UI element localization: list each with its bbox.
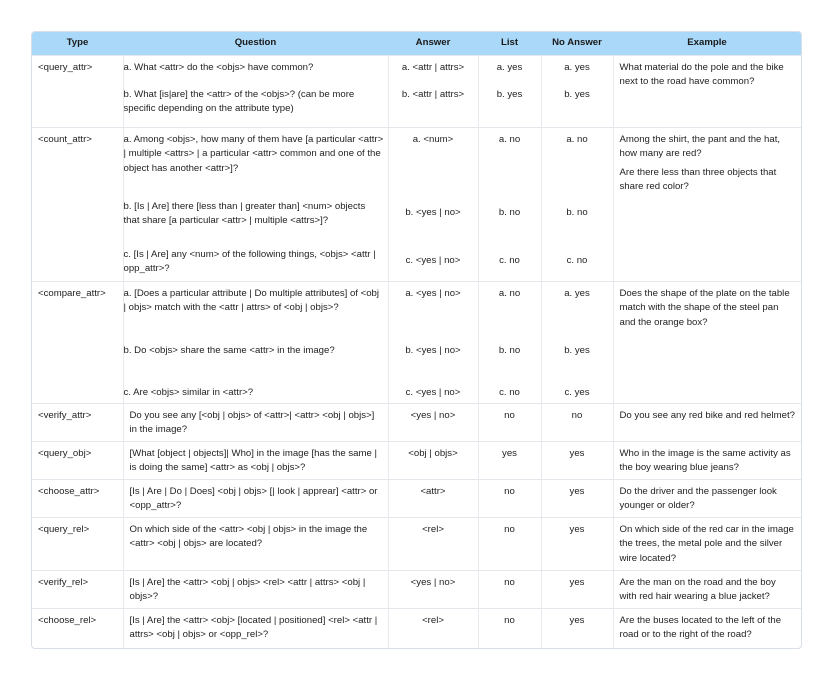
table-row [32, 442, 801, 480]
no-answer-cell: yes [541, 442, 613, 480]
type-cell: <query_rel> [32, 518, 123, 571]
type-cell: <verify_attr> [32, 404, 123, 442]
list-line: b. yes [496, 89, 523, 100]
no-answer-cell [541, 56, 613, 128]
answer-cell: <yes | no> [388, 404, 478, 442]
no-answer-cell [541, 128, 613, 282]
answer-cell [388, 282, 478, 404]
question-line: a. Among <objs>, how many of them have [a particular <attr> | multiple <attrs> | a particular <attr> common and one of the object has another <attr>]? [123, 134, 384, 174]
answer-line: a. <yes | no> [405, 288, 461, 299]
question-line: b. [Is | Are] there [less than | greater than] <num> objects that share [a particular <attr> | multiple <attrs>]? [123, 201, 366, 227]
table-row [32, 571, 801, 609]
question-template-table-container [31, 31, 802, 649]
answer-line: b. <yes | no> [405, 345, 461, 356]
list-cell: no [478, 609, 541, 648]
no-answer-line: b. yes [564, 89, 590, 100]
question-cell: [What [object | objects]| Who] in the image [has the same | is doing the same] <attr> as <obj | objs>? [123, 442, 388, 480]
type-cell: <query_obj> [32, 442, 123, 480]
example-cell [613, 56, 801, 128]
example-cell: Do you see any red bike and red helmet? [619, 410, 795, 421]
answer-line: b. <attr | attrs> [401, 89, 465, 100]
header-row [32, 32, 801, 56]
list-line: c. no [499, 255, 520, 266]
question-line: c. Are <objs> similar in <attr>? [123, 387, 254, 398]
answer-cell: <rel> [388, 609, 478, 648]
answer-line: c. <yes | no> [405, 387, 461, 398]
question-line: b. Do <objs> share the same <attr> in the image? [123, 345, 335, 356]
no-answer-line: a. yes [564, 62, 590, 73]
table-row [32, 56, 801, 128]
header-type: Type [32, 32, 123, 56]
example-cell: Are the buses located to the left of the road or to the right of the road? [619, 615, 782, 641]
type-cell: <choose_attr> [32, 480, 123, 518]
type-cell: <compare_attr> [32, 282, 123, 404]
no-answer-cell: yes [541, 518, 613, 571]
answer-line: a. <attr | attrs> [401, 62, 465, 73]
header-list: List [478, 32, 541, 56]
question-line: a. [Does a particular attribute | Do multiple attributes] of <obj | objs> match with the <attr | attrs> of <obj | objs>? [123, 288, 380, 314]
list-line: b. no [498, 345, 521, 356]
header-example: Example [613, 32, 801, 56]
table-row [32, 480, 801, 518]
list-line: a. no [498, 288, 521, 299]
question-line: c. [Is | Are] any <num> of the following things, <objs> <attr | opp_attr>? [123, 249, 376, 275]
example-line: Does the shape of the plate on the table match with the shape of the steel pan and the orange box? [619, 288, 790, 328]
list-cell [478, 282, 541, 404]
list-line: a. no [498, 134, 521, 145]
example-line: What material do the pole and the bike next to the road have common? [619, 62, 784, 88]
question-cell [123, 282, 388, 404]
answer-cell: <obj | objs> [388, 442, 478, 480]
table-row [32, 282, 801, 404]
no-answer-line: c. yes [564, 387, 590, 398]
example-cell [613, 128, 801, 282]
no-answer-line: b. no [566, 207, 588, 218]
list-cell [478, 56, 541, 128]
header-answer: Answer [388, 32, 478, 56]
type-cell: <count_attr> [32, 128, 123, 282]
question-line: a. What <attr> do the <objs> have common? [123, 62, 314, 73]
no-answer-line: a. yes [564, 288, 590, 299]
answer-cell: <yes | no> [388, 571, 478, 609]
no-answer-cell [541, 282, 613, 404]
answer-line: a. <num> [412, 134, 454, 145]
question-cell: [Is | Are] the <attr> <obj | objs> <rel> <attr | attrs> <obj | objs>? [123, 571, 388, 609]
example-line: Are there less than three objects that share red color? [619, 167, 777, 193]
answer-cell [388, 56, 478, 128]
table-row [32, 609, 801, 648]
no-answer-cell: no [541, 404, 613, 442]
question-cell [123, 56, 388, 128]
question-cell: [Is | Are | Do | Does] <obj | objs> [| look | apprear] <attr> or <opp_attr>? [123, 480, 388, 518]
question-cell: Do you see any [<obj | objs> of <attr>| <attr> <obj | objs>] in the image? [123, 404, 388, 442]
type-cell: <choose_rel> [32, 609, 123, 648]
list-cell: no [478, 518, 541, 571]
example-line: Among the shirt, the pant and the hat, how many are red? [619, 134, 781, 160]
question-template-table [32, 32, 801, 648]
list-cell: no [478, 480, 541, 518]
example-cell: Are the man on the road and the boy with red hair wearing a blue jacket? [619, 577, 776, 603]
question-cell: [Is | Are] the <attr> <obj> [located | positioned] <rel> <attr | attrs> <obj | objs> or <opp_rel>? [123, 609, 388, 648]
list-cell: no [478, 404, 541, 442]
example-cell: Do the driver and the passenger look younger or older? [619, 486, 777, 512]
no-answer-line: a. no [566, 134, 588, 145]
question-line: b. What [is|are] the <attr> of the <objs>? (can be more specific depending on the attribute type) [123, 89, 355, 115]
list-line: a. yes [496, 62, 523, 73]
list-cell: no [478, 571, 541, 609]
header-question: Question [123, 32, 388, 56]
no-answer-line: b. yes [564, 345, 590, 356]
no-answer-cell: yes [541, 571, 613, 609]
example-cell: Who in the image is the same activity as the boy wearing blue jeans? [619, 448, 791, 474]
question-cell [123, 128, 388, 282]
table-row [32, 404, 801, 442]
no-answer-line: c. no [566, 255, 588, 266]
list-line: b. no [498, 207, 521, 218]
no-answer-cell: yes [541, 480, 613, 518]
answer-line: c. <yes | no> [405, 255, 461, 266]
question-cell: On which side of the <attr> <obj | objs> in the image the <attr> <obj | objs> are located? [123, 518, 388, 571]
type-cell: <verify_rel> [32, 571, 123, 609]
list-cell: yes [478, 442, 541, 480]
answer-cell [388, 128, 478, 282]
table-row [32, 128, 801, 282]
answer-cell: <attr> [388, 480, 478, 518]
list-cell [478, 128, 541, 282]
table-row [32, 518, 801, 571]
header-no-answer: No Answer [541, 32, 613, 56]
example-cell: On which side of the red car in the image the trees, the metal pole and the silver wire located? [619, 524, 794, 564]
answer-cell: <rel> [388, 518, 478, 571]
example-cell [613, 282, 801, 404]
no-answer-cell: yes [541, 609, 613, 648]
answer-line: b. <yes | no> [405, 207, 461, 218]
type-cell: <query_attr> [32, 56, 123, 128]
list-line: c. no [499, 387, 520, 398]
